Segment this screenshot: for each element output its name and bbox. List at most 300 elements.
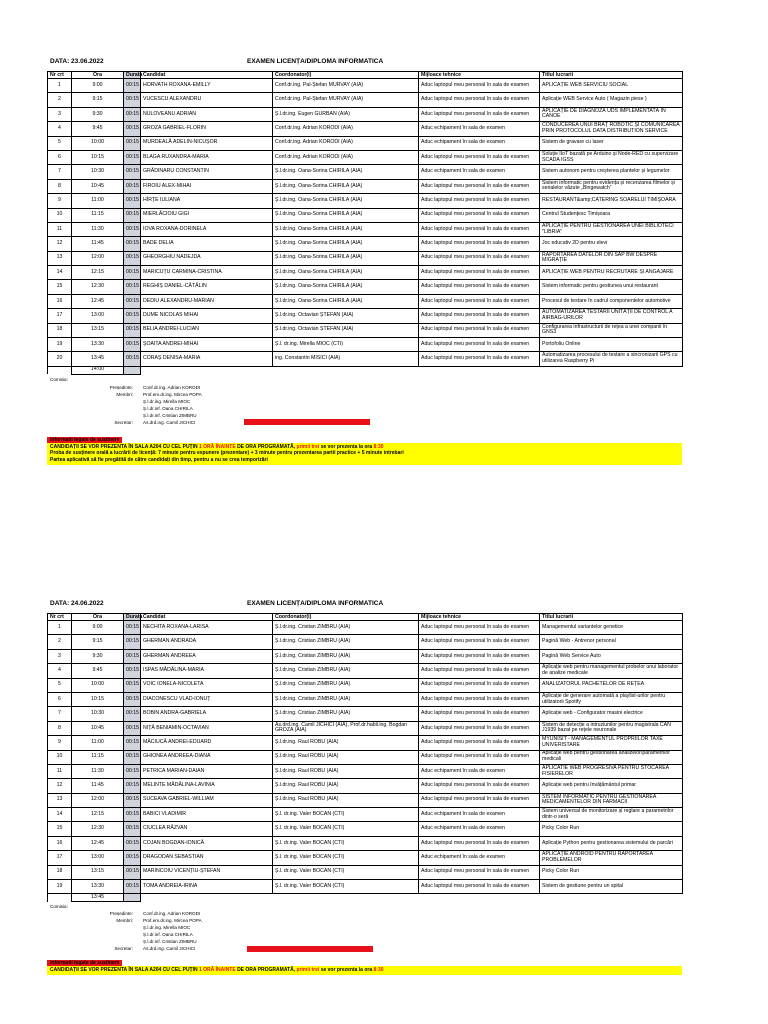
cell-durata: 00:15 bbox=[124, 93, 141, 107]
cell-durata: 00:15 bbox=[124, 692, 141, 706]
cell-durata: 00:15 bbox=[124, 309, 141, 323]
cell-coordonator: Ș.l. dr.ing. Valer BOCAN (CTI) bbox=[273, 822, 419, 836]
cell-titlu: Centrul Studențesc Timișoara bbox=[540, 208, 683, 222]
table-row bbox=[48, 107, 683, 121]
cell-titlu: Aplicație WEB Service Auto ( Magazin piese ) bbox=[540, 93, 683, 107]
cell-durata: 00:15 bbox=[124, 764, 141, 778]
cell-candidat: DIACONESCU VLAD-IONUȚ bbox=[141, 692, 273, 706]
cell-durata: 00:15 bbox=[124, 208, 141, 222]
session-header bbox=[47, 55, 682, 71]
table-row bbox=[48, 721, 683, 735]
cell-nr: 11 bbox=[48, 764, 72, 778]
commission-role: Președinte: bbox=[109, 911, 133, 917]
table-row bbox=[48, 750, 683, 764]
cell-ora: 13:15 bbox=[72, 865, 124, 879]
cell-coordonator: Ș.l.dr.ing. Oana-Sorina CHIRILA (AIA) bbox=[273, 208, 419, 222]
cell-coordonator: Ș.l. dr.ing. Valer BOCAN (CTI) bbox=[273, 851, 419, 865]
commission-role: Președinte: bbox=[109, 384, 133, 390]
cell-titlu: Pagină Web - Antrenor personal bbox=[540, 635, 683, 649]
cell-ora: 10:45 bbox=[72, 721, 124, 735]
cell-nr: 19 bbox=[48, 338, 72, 352]
cell-ora: 13:15 bbox=[72, 323, 124, 337]
commission-member: Ș.l.dr.ing. Mirella MIOC bbox=[143, 925, 191, 931]
cell-coordonator: Ș.l. dr.ing. Mirella MIOC (CTI) bbox=[273, 338, 419, 352]
cell-ora: 10:00 bbox=[72, 136, 124, 150]
col-header-coordonator: Coordonator(i) bbox=[273, 614, 419, 621]
cell-ora: 11:00 bbox=[72, 194, 124, 208]
cell-candidat: SUCEAVA GABRIEL-WILLIAM bbox=[141, 793, 273, 807]
cell-ora: 12:45 bbox=[72, 294, 124, 308]
table-row bbox=[48, 808, 683, 822]
cell-titlu: Sistem autonom pentru creșterea plantelor și legumelor bbox=[540, 165, 683, 179]
cell-candidat: HORVATH ROXANA-EMILLY bbox=[141, 79, 273, 93]
cell-nr: 18 bbox=[48, 323, 72, 337]
cell-mijloace: Aduc laptopul meu personal în sala de examen bbox=[419, 309, 540, 323]
notice-box bbox=[47, 443, 682, 465]
table-row bbox=[48, 79, 683, 93]
cell-titlu: ANALIZATORUL PACHETELOR DE REȚEA bbox=[540, 678, 683, 692]
session-header bbox=[47, 597, 682, 613]
cell-ora: 11:30 bbox=[72, 764, 124, 778]
cell-nr: 10 bbox=[48, 208, 72, 222]
cell-mijloace: Aduc echipament în sala de examen bbox=[419, 851, 540, 865]
cell-titlu: Aplicație web pentru gestionarea analizelor/parametrilor medicali bbox=[540, 750, 683, 764]
cell-mijloace: Aduc laptopul meu personal în sala de examen bbox=[419, 750, 540, 764]
cell-durata: 00:15 bbox=[124, 294, 141, 308]
cell-titlu: Soluție IIoT bazată pe Arduino și Node-RED cu supervizare SCADA IGSS bbox=[540, 150, 683, 164]
cell-mijloace: Aduc echipament în sala de examen bbox=[419, 122, 540, 136]
cell-ora: 11:30 bbox=[72, 222, 124, 236]
cell-coordonator: Conf.dr.ing. Adrian KORODI (AIA) bbox=[273, 150, 419, 164]
cell-mijloace: Aduc laptopul meu personal în sala de examen bbox=[419, 93, 540, 107]
cell-durata: 00:15 bbox=[124, 664, 141, 678]
cell-candidat: PETRICA MARIAN-DAIAN bbox=[141, 764, 273, 778]
table-row bbox=[48, 836, 683, 850]
cell-coordonator: Ș.l.dr.ing. Raul ROBU (AIA) bbox=[273, 779, 419, 793]
cell-candidat: VUCESCU ALEXANDRU bbox=[141, 93, 273, 107]
cell-coordonator: Ș.l.dr.ing. Cristian ZIMBRU (AIA) bbox=[273, 692, 419, 706]
cell-ora: 9:00 bbox=[72, 621, 124, 635]
cell-nr: 15 bbox=[48, 822, 72, 836]
schedule-table bbox=[47, 71, 683, 375]
info-label: Informatii legate de sustinere bbox=[47, 960, 122, 966]
cell-nr: 17 bbox=[48, 851, 72, 865]
cell-ora: 11:45 bbox=[72, 779, 124, 793]
cell-durata: 00:15 bbox=[124, 750, 141, 764]
cell-candidat: MURDEALĂ ADELIN-NICUȘOR bbox=[141, 136, 273, 150]
cell-nr: 2 bbox=[48, 635, 72, 649]
cell-titlu: CONDUCEREA UNUI BRAȚ ROBOTIC ȘI COMUNICAREA PRIN PROTOCOLUL DATA DISTRIBUTION SERVICE bbox=[540, 122, 683, 136]
notice-line-2: Proba de susținere orală a lucrării de licență: 7 minute pentru expunere (prezentare) + 3 minute pentru prezentarea partii practice + 5 minute intrebari bbox=[50, 450, 404, 457]
cell-candidat: BLAGA RUXANDRA-MARIA bbox=[141, 150, 273, 164]
cell-coordonator: Ș.l.dr.ing. Raul ROBU (AIA) bbox=[273, 793, 419, 807]
commission-label: Comisia: bbox=[50, 376, 68, 382]
cell-titlu: APLICAȚIE ANDROID PENTRU RAPORTAREA PROBLEMELOR bbox=[540, 851, 683, 865]
cell-titlu: Sistem informatic pentru gestiunea unui restaurant bbox=[540, 280, 683, 294]
table-row bbox=[48, 93, 683, 107]
cell-durata: 00:15 bbox=[124, 678, 141, 692]
cell-mijloace: Aduc laptopul meu personal în sala de examen bbox=[419, 721, 540, 735]
end-time-row bbox=[48, 894, 683, 902]
cell-durata: 00:15 bbox=[124, 851, 141, 865]
table-row bbox=[48, 678, 683, 692]
cell-ora: 12:30 bbox=[72, 280, 124, 294]
cell-durata: 00:15 bbox=[124, 635, 141, 649]
cell-candidat: CIUCLEA RĂZVAN bbox=[141, 822, 273, 836]
cell-titlu: Aplicație web pentru învățământul primar bbox=[540, 779, 683, 793]
cell-nr: 11 bbox=[48, 222, 72, 236]
cell-mijloace: Aduc laptopul meu personal în sala de examen bbox=[419, 237, 540, 251]
cell-ora: 9:15 bbox=[72, 635, 124, 649]
cell-candidat: BABICI VLADIMIR bbox=[141, 808, 273, 822]
cell-durata: 00:15 bbox=[124, 323, 141, 337]
commission-member: Ș.l.dr.inf. Oana CHIRILA bbox=[143, 932, 193, 938]
end-time: 13:45 bbox=[72, 894, 124, 902]
commission-member: Conf.dr.ing. Adrian KORODI bbox=[143, 384, 201, 390]
cell-ora: 9:30 bbox=[72, 107, 124, 121]
col-header-durata: Durata bbox=[124, 614, 141, 621]
commission-role: Secretar: bbox=[114, 946, 133, 952]
table-row bbox=[48, 194, 683, 208]
cell-nr: 8 bbox=[48, 721, 72, 735]
cell-titlu: Sistem de gravare cu laser bbox=[540, 136, 683, 150]
table-row bbox=[48, 635, 683, 649]
col-header-mijloace: Mijloace tehnice bbox=[419, 614, 540, 621]
table-row bbox=[48, 736, 683, 750]
cell-coordonator: Ș.l.dr.ing. Oana-Sorina CHIRILA (AIA) bbox=[273, 294, 419, 308]
cell-nr: 13 bbox=[48, 793, 72, 807]
cell-ora: 11:15 bbox=[72, 750, 124, 764]
cell-nr: 8 bbox=[48, 179, 72, 193]
cell-mijloace: Aduc laptopul meu personal în sala de examen bbox=[419, 649, 540, 663]
cell-mijloace: Aduc laptopul meu personal în sala de examen bbox=[419, 294, 540, 308]
cell-titlu: MYUNISIT - MANAGEMENTUL PROPRIILOR TAXE UNIVERISTARE bbox=[540, 736, 683, 750]
table-row bbox=[48, 793, 683, 807]
cell-coordonator: Ș.l.dr.ing. Cristian ZIMBRU (AIA) bbox=[273, 621, 419, 635]
commission-role: Membri: bbox=[116, 918, 133, 924]
col-header-ora: Ora bbox=[72, 614, 124, 621]
cell-mijloace: Aduc laptopul meu personal în sala de examen bbox=[419, 251, 540, 265]
cell-ora: 9:45 bbox=[72, 664, 124, 678]
schedule-table bbox=[47, 613, 683, 902]
cell-mijloace: Aduc laptopul meu personal în sala de examen bbox=[419, 194, 540, 208]
cell-titlu: Portofoliu Online bbox=[540, 338, 683, 352]
cell-nr: 5 bbox=[48, 678, 72, 692]
exam-session-1 bbox=[47, 55, 682, 465]
cell-candidat: GHIONEA ANDREEA-DIANA bbox=[141, 750, 273, 764]
cell-durata: 00:15 bbox=[124, 865, 141, 879]
cell-candidat: GROZA GABRIEL-FLORIN bbox=[141, 122, 273, 136]
cell-coordonator: Ș.l.dr.ing. Cristian ZIMBRU (AIA) bbox=[273, 678, 419, 692]
cell-candidat: BELIA ANDREI-LUCIAN bbox=[141, 323, 273, 337]
cell-nr: 6 bbox=[48, 692, 72, 706]
cell-ora: 9:15 bbox=[72, 93, 124, 107]
cell-mijloace: Aduc laptopul meu personal în sala de examen bbox=[419, 79, 540, 93]
cell-mijloace: Aduc laptopul meu personal în sala de examen bbox=[419, 621, 540, 635]
cell-durata: 00:15 bbox=[124, 338, 141, 352]
cell-mijloace: Aduc echipament în sala de examen bbox=[419, 136, 540, 150]
commission-member: As.drd.ing. Camil JICHICI bbox=[143, 419, 196, 425]
cell-candidat: BOBIN ANDRA-GABRIELA bbox=[141, 707, 273, 721]
exam-session-2 bbox=[47, 597, 682, 975]
cell-nr: 14 bbox=[48, 266, 72, 280]
commission-role: Membri: bbox=[116, 391, 133, 397]
cell-candidat: ȘOAITA ANDREI-MIHAI bbox=[141, 338, 273, 352]
cell-durata: 00:15 bbox=[124, 150, 141, 164]
col-header-coordonator: Coordonator(i) bbox=[273, 72, 419, 79]
cell-mijloace: Aduc laptopul meu personal în sala de examen bbox=[419, 779, 540, 793]
session-date: DATA: 24.06.2022 bbox=[50, 600, 104, 607]
cell-nr: 7 bbox=[48, 707, 72, 721]
cell-ora: 9:30 bbox=[72, 649, 124, 663]
cell-ora: 10:15 bbox=[72, 150, 124, 164]
cell-durata: 00:15 bbox=[124, 165, 141, 179]
cell-titlu: AUTOMATIZAREA TESTARII UNITĂȚII DE CONTROL A AIRBAG-URILOR bbox=[540, 309, 683, 323]
cell-ora: 10:30 bbox=[72, 707, 124, 721]
col-header-candidat: Candidat bbox=[141, 72, 273, 79]
commission-member: Conf.dr.ing. Adrian KORODI bbox=[143, 911, 201, 917]
redacted-email-bar bbox=[247, 946, 373, 952]
cell-coordonator: Ș.l.dr.ing. Cristian ZIMBRU (AIA) bbox=[273, 649, 419, 663]
table-row bbox=[48, 851, 683, 865]
cell-coordonator: Ș.l. dr.ing. Valer BOCAN (CTI) bbox=[273, 808, 419, 822]
cell-coordonator: Ș.l.dr.ing. Oana-Sorina CHIRILA (AIA) bbox=[273, 280, 419, 294]
cell-mijloace: Aduc laptopul meu personal în sala de examen bbox=[419, 280, 540, 294]
table-row bbox=[48, 309, 683, 323]
cell-nr: 19 bbox=[48, 880, 72, 894]
table-row bbox=[48, 338, 683, 352]
cell-nr: 16 bbox=[48, 836, 72, 850]
cell-titlu: APLICAȚIE DE DIAGNOZĂ UDS IMPLEMENTATĂ ÎN CANOE bbox=[540, 107, 683, 121]
table-row bbox=[48, 323, 683, 337]
col-header-candidat: Candidat bbox=[141, 614, 273, 621]
cell-nr: 3 bbox=[48, 649, 72, 663]
cell-candidat: MARICUȚU CARMINA-CRISTINA bbox=[141, 266, 273, 280]
col-header-ora: Ora bbox=[72, 72, 124, 79]
cell-nr: 14 bbox=[48, 808, 72, 822]
cell-mijloace: Aduc laptopul meu personal în sala de examen bbox=[419, 107, 540, 121]
cell-coordonator: Ș.l. dr.ing. Valer BOCAN (CTI) bbox=[273, 865, 419, 879]
cell-candidat: VOIC IONELA-NICOLETA bbox=[141, 678, 273, 692]
cell-mijloace: Aduc laptopul meu personal în sala de examen bbox=[419, 836, 540, 850]
table-row bbox=[48, 707, 683, 721]
table-header-row bbox=[48, 614, 683, 621]
col-header-titlu: Titlul lucrarii bbox=[540, 72, 683, 79]
commission-label: Comisia: bbox=[50, 904, 68, 910]
cell-titlu: Sistem universal de monitorizare și reglare a parametrilor dintr-o seră bbox=[540, 808, 683, 822]
table-row bbox=[48, 266, 683, 280]
cell-titlu: Procesul de testare în cadrul componentelor automotive bbox=[540, 294, 683, 308]
commission-member: As.drd.ing. Camil JICHICI bbox=[143, 946, 196, 952]
cell-durata: 00:15 bbox=[124, 721, 141, 735]
cell-coordonator: Ș.l.dr.ing. Oana-Sorina CHIRILA (AIA) bbox=[273, 179, 419, 193]
cell-titlu: Joc educativ 2D pentru elevi bbox=[540, 237, 683, 251]
cell-candidat: DUME NICOLAS MIHAI bbox=[141, 309, 273, 323]
cell-titlu: Pagină Web Service Auto bbox=[540, 649, 683, 663]
cell-nr: 1 bbox=[48, 79, 72, 93]
table-row bbox=[48, 165, 683, 179]
notice-line-1: CANDIDAȚII SE VOR PREZENTA ÎN SALA A204 CU CEL PUȚIN 1 ORĂ ÎNAINTE DE ORA PROGRAMATĂ, primii trei se vor prezenta la ora 8:30 bbox=[50, 443, 384, 450]
session-date: DATA: 23.06.2022 bbox=[50, 58, 104, 65]
cell-nr: 6 bbox=[48, 150, 72, 164]
cell-ora: 13:30 bbox=[72, 338, 124, 352]
cell-durata: 00:15 bbox=[124, 280, 141, 294]
cell-ora: 12:45 bbox=[72, 836, 124, 850]
session-title: EXAMEN LICENȚA/DIPLOMA INFORMATICA bbox=[247, 58, 384, 65]
cell-titlu: RAPORTAREA DATELOR DIN SAP BW DESPRE MIGRAȚIE bbox=[540, 251, 683, 265]
cell-coordonator: Ș.l.dr.ing. Oana-Sorina CHIRILA (AIA) bbox=[273, 237, 419, 251]
cell-titlu: SISTEM INFORMATIC PENTRU GESTIONAREA MEDICAMENTELOR DIN FARMACII bbox=[540, 793, 683, 807]
cell-mijloace: Aduc laptopul meu personal în sala de examen bbox=[419, 664, 540, 678]
cell-nr: 4 bbox=[48, 664, 72, 678]
cell-candidat: IOVA ROXANA-DORINELA bbox=[141, 222, 273, 236]
table-row bbox=[48, 880, 683, 894]
cell-durata: 00:15 bbox=[124, 808, 141, 822]
cell-mijloace: Aduc laptopul meu personal în sala de examen bbox=[419, 736, 540, 750]
cell-nr: 15 bbox=[48, 280, 72, 294]
cell-titlu: Sistem de gestiune pentru un spital bbox=[540, 880, 683, 894]
cell-mijloace: Aduc echipament în sala de examen bbox=[419, 165, 540, 179]
cell-titlu: Aplicație de generare automată a playlist-urilor pentru utilizatorii Spotify bbox=[540, 692, 683, 706]
cell-ora: 12:15 bbox=[72, 808, 124, 822]
cell-coordonator: Ș.l.dr.ing. Oana-Sorina CHIRILA (AIA) bbox=[273, 266, 419, 280]
cell-nr: 4 bbox=[48, 122, 72, 136]
cell-durata: 00:15 bbox=[124, 122, 141, 136]
cell-mijloace: Aduc laptopul meu personal în sala de examen bbox=[419, 865, 540, 879]
info-label: Informatii legate de sustinere bbox=[47, 437, 122, 443]
cell-titlu: Picky Color Run bbox=[540, 865, 683, 879]
table-row bbox=[48, 122, 683, 136]
cell-coordonator: Ș.l.dr.ing. Oana-Sorina CHIRILA (AIA) bbox=[273, 222, 419, 236]
cell-titlu: APLICATIE WEB PROGRESIVA PENTRU STOCAREA FISIERELOR bbox=[540, 764, 683, 778]
cell-ora: 11:45 bbox=[72, 237, 124, 251]
cell-coordonator: Ș.l.dr.ing. Raul ROBU (AIA) bbox=[273, 764, 419, 778]
cell-durata: 00:15 bbox=[124, 237, 141, 251]
cell-titlu: Aplicație Python pentru gestionarea sistemului de parcări bbox=[540, 836, 683, 850]
cell-candidat: GRĂDINARU CONSTANTIN bbox=[141, 165, 273, 179]
cell-ora: 12:30 bbox=[72, 822, 124, 836]
cell-ora: 12:00 bbox=[72, 793, 124, 807]
table-row bbox=[48, 222, 683, 236]
cell-mijloace: Aduc echipament în sala de examen bbox=[419, 822, 540, 836]
cell-mijloace: Aduc laptopul meu personal în sala de examen bbox=[419, 323, 540, 337]
cell-ora: 9:45 bbox=[72, 122, 124, 136]
table-row bbox=[48, 208, 683, 222]
cell-mijloace: Aduc laptopul meu personal în sala de examen bbox=[419, 266, 540, 280]
cell-coordonator: Ș.l.dr.ing. Raul ROBU (AIA) bbox=[273, 736, 419, 750]
cell-mijloace: Aduc laptopul meu personal în sala de examen bbox=[419, 707, 540, 721]
cell-coordonator: Ș.l.dr.ing. Oana-Sorina CHIRILA (AIA) bbox=[273, 165, 419, 179]
exam-info bbox=[47, 960, 682, 975]
cell-durata: 00:15 bbox=[124, 836, 141, 850]
table-row bbox=[48, 649, 683, 663]
table-row bbox=[48, 822, 683, 836]
table-row bbox=[48, 136, 683, 150]
table-row bbox=[48, 779, 683, 793]
cell-nr: 13 bbox=[48, 251, 72, 265]
cell-nr: 12 bbox=[48, 237, 72, 251]
cell-ora: 13:00 bbox=[72, 851, 124, 865]
col-header-titlu: Titlul lucrarii bbox=[540, 614, 683, 621]
cell-candidat: MIERLĂCIOIU GIGI bbox=[141, 208, 273, 222]
cell-coordonator: ing. Constantin MISICI (AIA) bbox=[273, 352, 419, 366]
cell-mijloace: Aduc laptopul meu personal în sala de examen bbox=[419, 793, 540, 807]
table-row bbox=[48, 764, 683, 778]
cell-titlu: Configurarea infrastructurii de rețea a unei companii în GNS3 bbox=[540, 323, 683, 337]
table-row bbox=[48, 621, 683, 635]
cell-mijloace: Aduc laptopul meu personal în sala de examen bbox=[419, 222, 540, 236]
cell-mijloace: Aduc laptopul meu personal în sala de examen bbox=[419, 880, 540, 894]
cell-candidat: NECHITA ROXANA-LARISA bbox=[141, 621, 273, 635]
col-header-mijloace: Mijloace tehnice bbox=[419, 72, 540, 79]
cell-candidat: COJAN BOGDAN-IONICĂ bbox=[141, 836, 273, 850]
cell-mijloace: Aduc echipament în sala de examen bbox=[419, 764, 540, 778]
cell-titlu: Automatizarea procesului de testare a sincronizarii GPS cu utilizarea Raspberry Pi bbox=[540, 352, 683, 366]
cell-nr: 20 bbox=[48, 352, 72, 366]
cell-durata: 00:15 bbox=[124, 793, 141, 807]
table-row bbox=[48, 150, 683, 164]
cell-ora: 10:00 bbox=[72, 678, 124, 692]
cell-ora: 13:00 bbox=[72, 309, 124, 323]
cell-mijloace: Aduc echipament în sala de examen bbox=[419, 808, 540, 822]
cell-mijloace: Aduc laptopul meu personal în sala de examen bbox=[419, 179, 540, 193]
redacted-email-bar bbox=[244, 419, 370, 425]
cell-coordonator: Ș.l.dr.ing. Octavian ȘTEFAN (AIA) bbox=[273, 309, 419, 323]
cell-ora: 10:15 bbox=[72, 692, 124, 706]
cell-coordonator: Ș.l.dr.ing. Cristian ZIMBRU (AIA) bbox=[273, 664, 419, 678]
cell-durata: 00:15 bbox=[124, 222, 141, 236]
notice-line-1: CANDIDAȚII SE VOR PREZENTA ÎN SALA A204 CU CEL PUȚIN 1 ORĂ ÎNAINTE DE ORA PROGRAMATĂ, primii trei se vor prezenta la ora 8:30 bbox=[50, 967, 384, 974]
col-header-nr: Nr crt bbox=[48, 614, 72, 621]
cell-coordonator: Ș.l.dr.ing. Octavian ȘTEFAN (AIA) bbox=[273, 323, 419, 337]
cell-coordonator: As.drd.ing. Camil JICHICI (AIA), Prof.dr.habil.ing. Bogdan GROZA (AIA) bbox=[273, 721, 419, 735]
cell-mijloace: Aduc laptopul meu personal în sala de examen bbox=[419, 678, 540, 692]
cell-durata: 00:15 bbox=[124, 107, 141, 121]
cell-nr: 16 bbox=[48, 294, 72, 308]
cell-nr: 2 bbox=[48, 93, 72, 107]
cell-titlu: Sistem de detecție a intruziunilor pentru magistrala CAN J1939 bazat pe rețele neuronale bbox=[540, 721, 683, 735]
cell-coordonator: Ș.l.dr.ing. Cristian ZIMBRU (AIA) bbox=[273, 707, 419, 721]
cell-ora: 10:45 bbox=[72, 179, 124, 193]
commission-member: Ș.l.dr.ing. Mirella MIOC bbox=[143, 398, 191, 404]
schedule-body bbox=[48, 79, 683, 367]
cell-coordonator: Ș.l. dr.ing. Valer BOCAN (CTI) bbox=[273, 880, 419, 894]
cell-candidat: MELINTE MĂDĂLINA-LAVINIA bbox=[141, 779, 273, 793]
commission-role: Secretar: bbox=[114, 419, 133, 425]
cell-candidat: MĂCIUCĂ ANDREI-EDUARD bbox=[141, 736, 273, 750]
cell-titlu: APLICAȚIE WEB SERVICIU SOCIAL bbox=[540, 79, 683, 93]
cell-coordonator: Ș.l.dr.ing. Raul ROBU (AIA) bbox=[273, 750, 419, 764]
commission-member: Ș.l.dr.inf. Cristian ZIMBRU bbox=[143, 939, 197, 945]
table-row bbox=[48, 865, 683, 879]
cell-durata: 00:15 bbox=[124, 194, 141, 208]
cell-titlu: Aplicație web - Configurator masini electrice bbox=[540, 707, 683, 721]
cell-durata: 00:15 bbox=[124, 136, 141, 150]
cell-ora: 13:45 bbox=[72, 352, 124, 366]
cell-titlu: APLICAȚIE WEB PENTRU RECRUTARE ȘI ANGAJARE bbox=[540, 266, 683, 280]
col-header-durata: Durata bbox=[124, 72, 141, 79]
cell-candidat: GHEORGHIU NADEJDA bbox=[141, 251, 273, 265]
cell-mijloace: Aduc laptopul meu personal în sala de examen bbox=[419, 692, 540, 706]
cell-nr: 18 bbox=[48, 865, 72, 879]
end-time: 14:00 bbox=[72, 366, 124, 374]
col-header-nr: Nr crt bbox=[48, 72, 72, 79]
cell-candidat: DRAGODAN SEBASTIAN bbox=[141, 851, 273, 865]
cell-nr: 3 bbox=[48, 107, 72, 121]
cell-nr: 9 bbox=[48, 194, 72, 208]
cell-candidat: GHERMAN ANDREEA bbox=[141, 649, 273, 663]
cell-nr: 17 bbox=[48, 309, 72, 323]
